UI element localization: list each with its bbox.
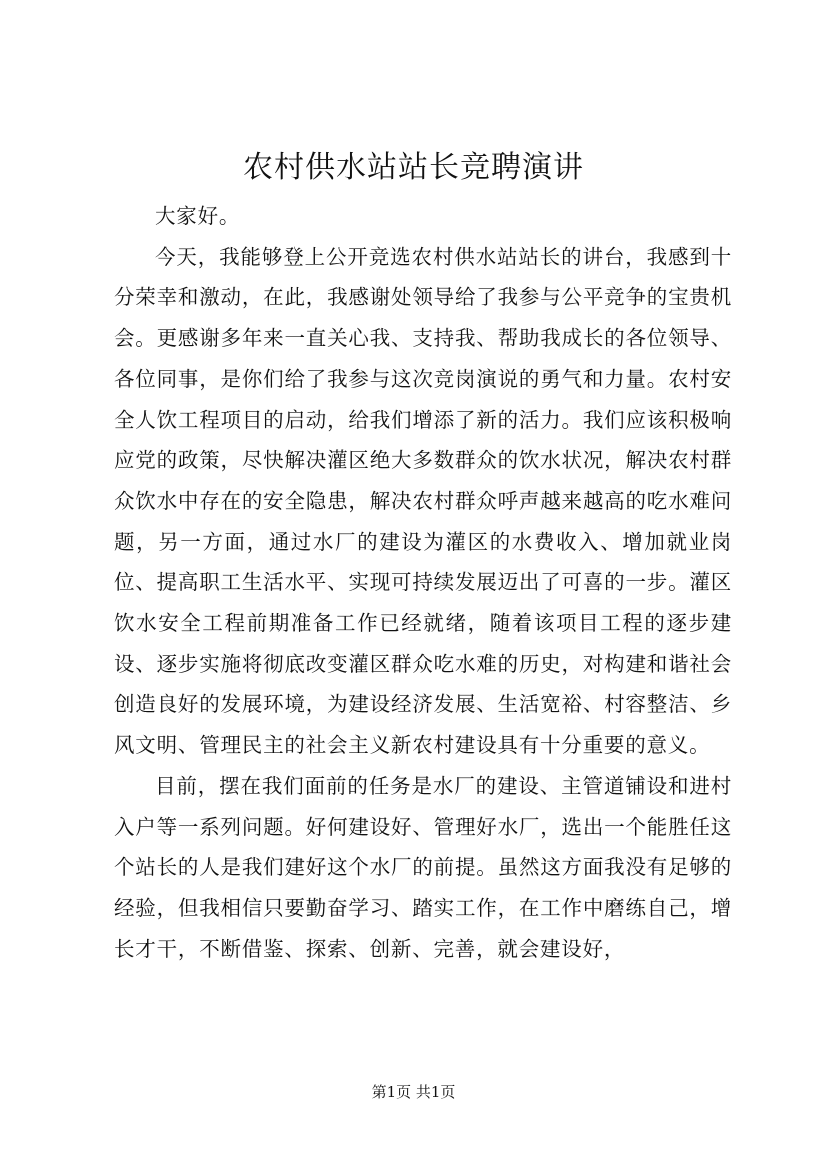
- paragraph-greeting: 大家好。: [155, 204, 241, 228]
- paragraph-intro: 今天，我能够登上公开竞选农村供水站站长的讲台，我感到十分荣幸和激动，在此，我感谢处领导给了我参与公平竞争的宝贵机会。更感谢多年来一直关心我、支持我、帮助我成长的各位领导、各位同事，是你们给了我参与这次竞岗演说的勇气和力量。农村安全人饮工程项目的启动，给我们增添了新的活力。我们应该积极响应党的政策，尽快解决灌区绝大多数群众的饮水状况，解决农村群众饮水中存在的安全隐患，解决农村群众呼声越来越高的吃水难问题，另一方面，通过水厂的建设为灌区的水费收入、增加就业岗位、提高职工生活水平、实现可持续发展迈出了可喜的一步。灌区饮水安全工程前期准备工作已经就绪，随着该项目工程的逐步建设、逐步实施将彻底改变灌区群众吃水难的历史，对构建和谐社会创造良好的发展环境，为建设经济发展、生活宽裕、村容整洁、乡风文明、管理民主的社会主义新农村建设具有十分重要的意义。: [114, 244, 732, 758]
- paragraph-tasks: 目前，摆在我们面前的任务是水厂的建设、主管道铺设和进村入户等一系列问题。好何建设好、管理好水厂，选出一个能胜任这个站长的人是我们建好这个水厂的前提。虽然这方面我没有足够的经验，但我相信只要勤奋学习、踏实工作，在工作中磨练自己，增长才干，不断借鉴、探索、创新、完善，就会建设好，: [114, 773, 732, 961]
- page-footer: 第1页 共1页: [371, 1083, 456, 1101]
- document-body: [114, 196, 732, 969]
- document-title: 农村供水站站长竞聘演讲: [243, 150, 584, 185]
